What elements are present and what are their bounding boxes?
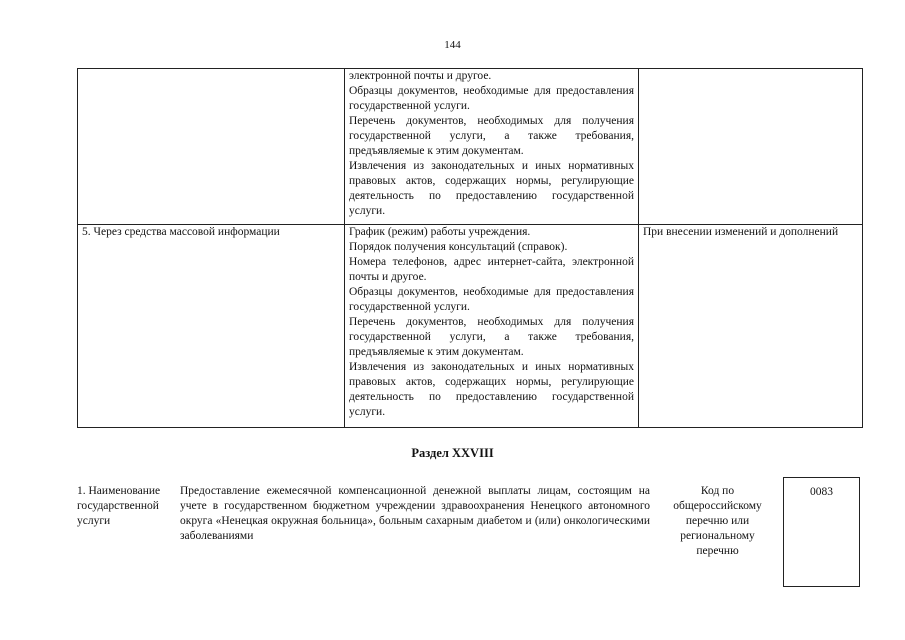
service-name-text: Предоставление ежемесячной компенсационной денежной выплаты лицам, состоящим на учете в государственном бюджетном учреждении здравоохранения Ненецкого автономного округа «Ненецкая окружная больница», больным сахарным диабетом и (или) онкологическими заболеваниями [180,485,650,542]
section-title: Раздел XXVIII [411,446,494,460]
frequency-cell: При внесении изменений и дополнений [639,225,863,428]
table-row [78,225,863,428]
content-line: Номера телефонов, адрес интернет-сайта, электронной почты и другое. [349,256,634,283]
channel-cell [78,69,345,225]
content-line: Образцы документов, необходимые для предоставления государственной услуги. [349,286,634,313]
content-line: Перечень документов, необходимых для получения государственной услуги, а также требования, предъявляемые к этим документам. [349,115,634,157]
frequency-cell [639,69,863,225]
content-line: Образцы документов, необходимые для предоставления государственной услуги. [349,85,634,112]
info-table [77,68,863,428]
content-cell [345,69,639,225]
content-cell [345,225,639,428]
code-label: Код по общероссийскому перечню или региональному перечню [673,485,762,557]
service-name-label: 1. Наименование государственной услуги [77,485,161,527]
content-line: Извлечения из законодательных и иных нормативных правовых актов, содержащих нормы, регулирующие деятельность по предоставлению государственной услуги. [349,361,634,418]
content-line: Порядок получения консультаций (справок). [349,241,568,253]
channel-cell: 5. Через средства массовой информации [78,225,345,428]
code-box [783,477,860,587]
content-line: Перечень документов, необходимых для получения государственной услуги, а также требования, предъявляемые к этим документам. [349,316,634,358]
page-number: 144 [444,39,461,51]
content-line: График (режим) работы учреждения. [349,226,531,238]
table-row [78,69,863,225]
content-line: Извлечения из законодательных и иных нормативных правовых актов, содержащих нормы, регулирующие деятельность по предоставлению государственной услуги. [349,160,634,217]
code-value: 0083 [810,486,833,498]
content-line: электронной почты и другое. [349,70,492,82]
